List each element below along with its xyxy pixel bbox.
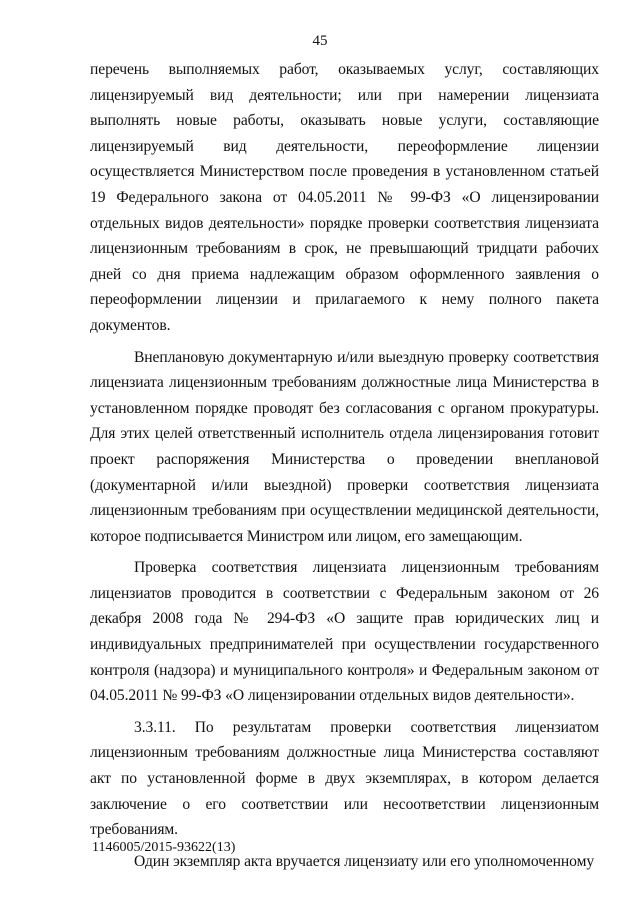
paragraph-section-3-3-11: 3.3.11. По результатам проверки соответствия лицензиатом лицензионным требованиям должностные лица Министерства составляют акт по установленной форме в двух экземплярах, в котором делается заключение о его соответствии или несоответствии лицензионным требованиям. (90, 718, 599, 839)
document-registration-code: 1146005/2015-93622(13) (92, 840, 236, 855)
document-body (90, 57, 599, 874)
paragraph-continuation: перечень выполняемых работ, оказываемых услуг, составляющих лицензируемый вид деятельности; или при намерении лицензиата выполнять новые работы, оказывать новые услуги, составляющие лицензируемый вид деятельности, переоформление лицензии осуществляется Министерством после проведения в установленном статьей 19 Федерального закона от 04.05.2011 № 99-ФЗ «О лицензировании отдельных видов деятельности» порядке проверки соответствия лицензиата лицензионным требованиям в срок, не превышающий тридцати рабочих дней со дня приема надлежащим образом оформленного заявления о переоформлении лицензии и прилагаемого к нему полного пакета документов. (90, 61, 599, 334)
paragraph-act-copy: Один экземпляр акта вручается лицензиату или его уполномоченному (134, 852, 595, 870)
page-number: 45 (312, 33, 328, 49)
paragraph-unscheduled-inspection: Внеплановую документарную и/или выездную проверку соответствия лицензиата лицензионным требованиям должностные лица Министерства в установленном порядке проводят без согласования с органом прокуратуры. Для этих целей ответственный исполнитель отдела лицензирования готовит проект распоряжения Министерства о проведении внеплановой (документарной и/или выездной) проверки соответствия лицензиата лицензионным требованиям при осуществлении медицинской деятельности, которое подписывается Министром или лицом, его замещающим. (90, 348, 599, 545)
paragraph-inspection-compliance: Проверка соответствия лицензиата лицензионным требованиям лицензиатов проводится в соответствии с Федеральным законом от 26 декабря 2008 года № 294-ФЗ «О защите прав юридических лиц и индивидуальных предпринимателей при осуществлении государственного контроля (надзора) и муниципального контроля» и Федеральным законом от 04.05.2011 № 99-ФЗ «О лицензировании отдельных видов деятельности». (90, 559, 599, 705)
